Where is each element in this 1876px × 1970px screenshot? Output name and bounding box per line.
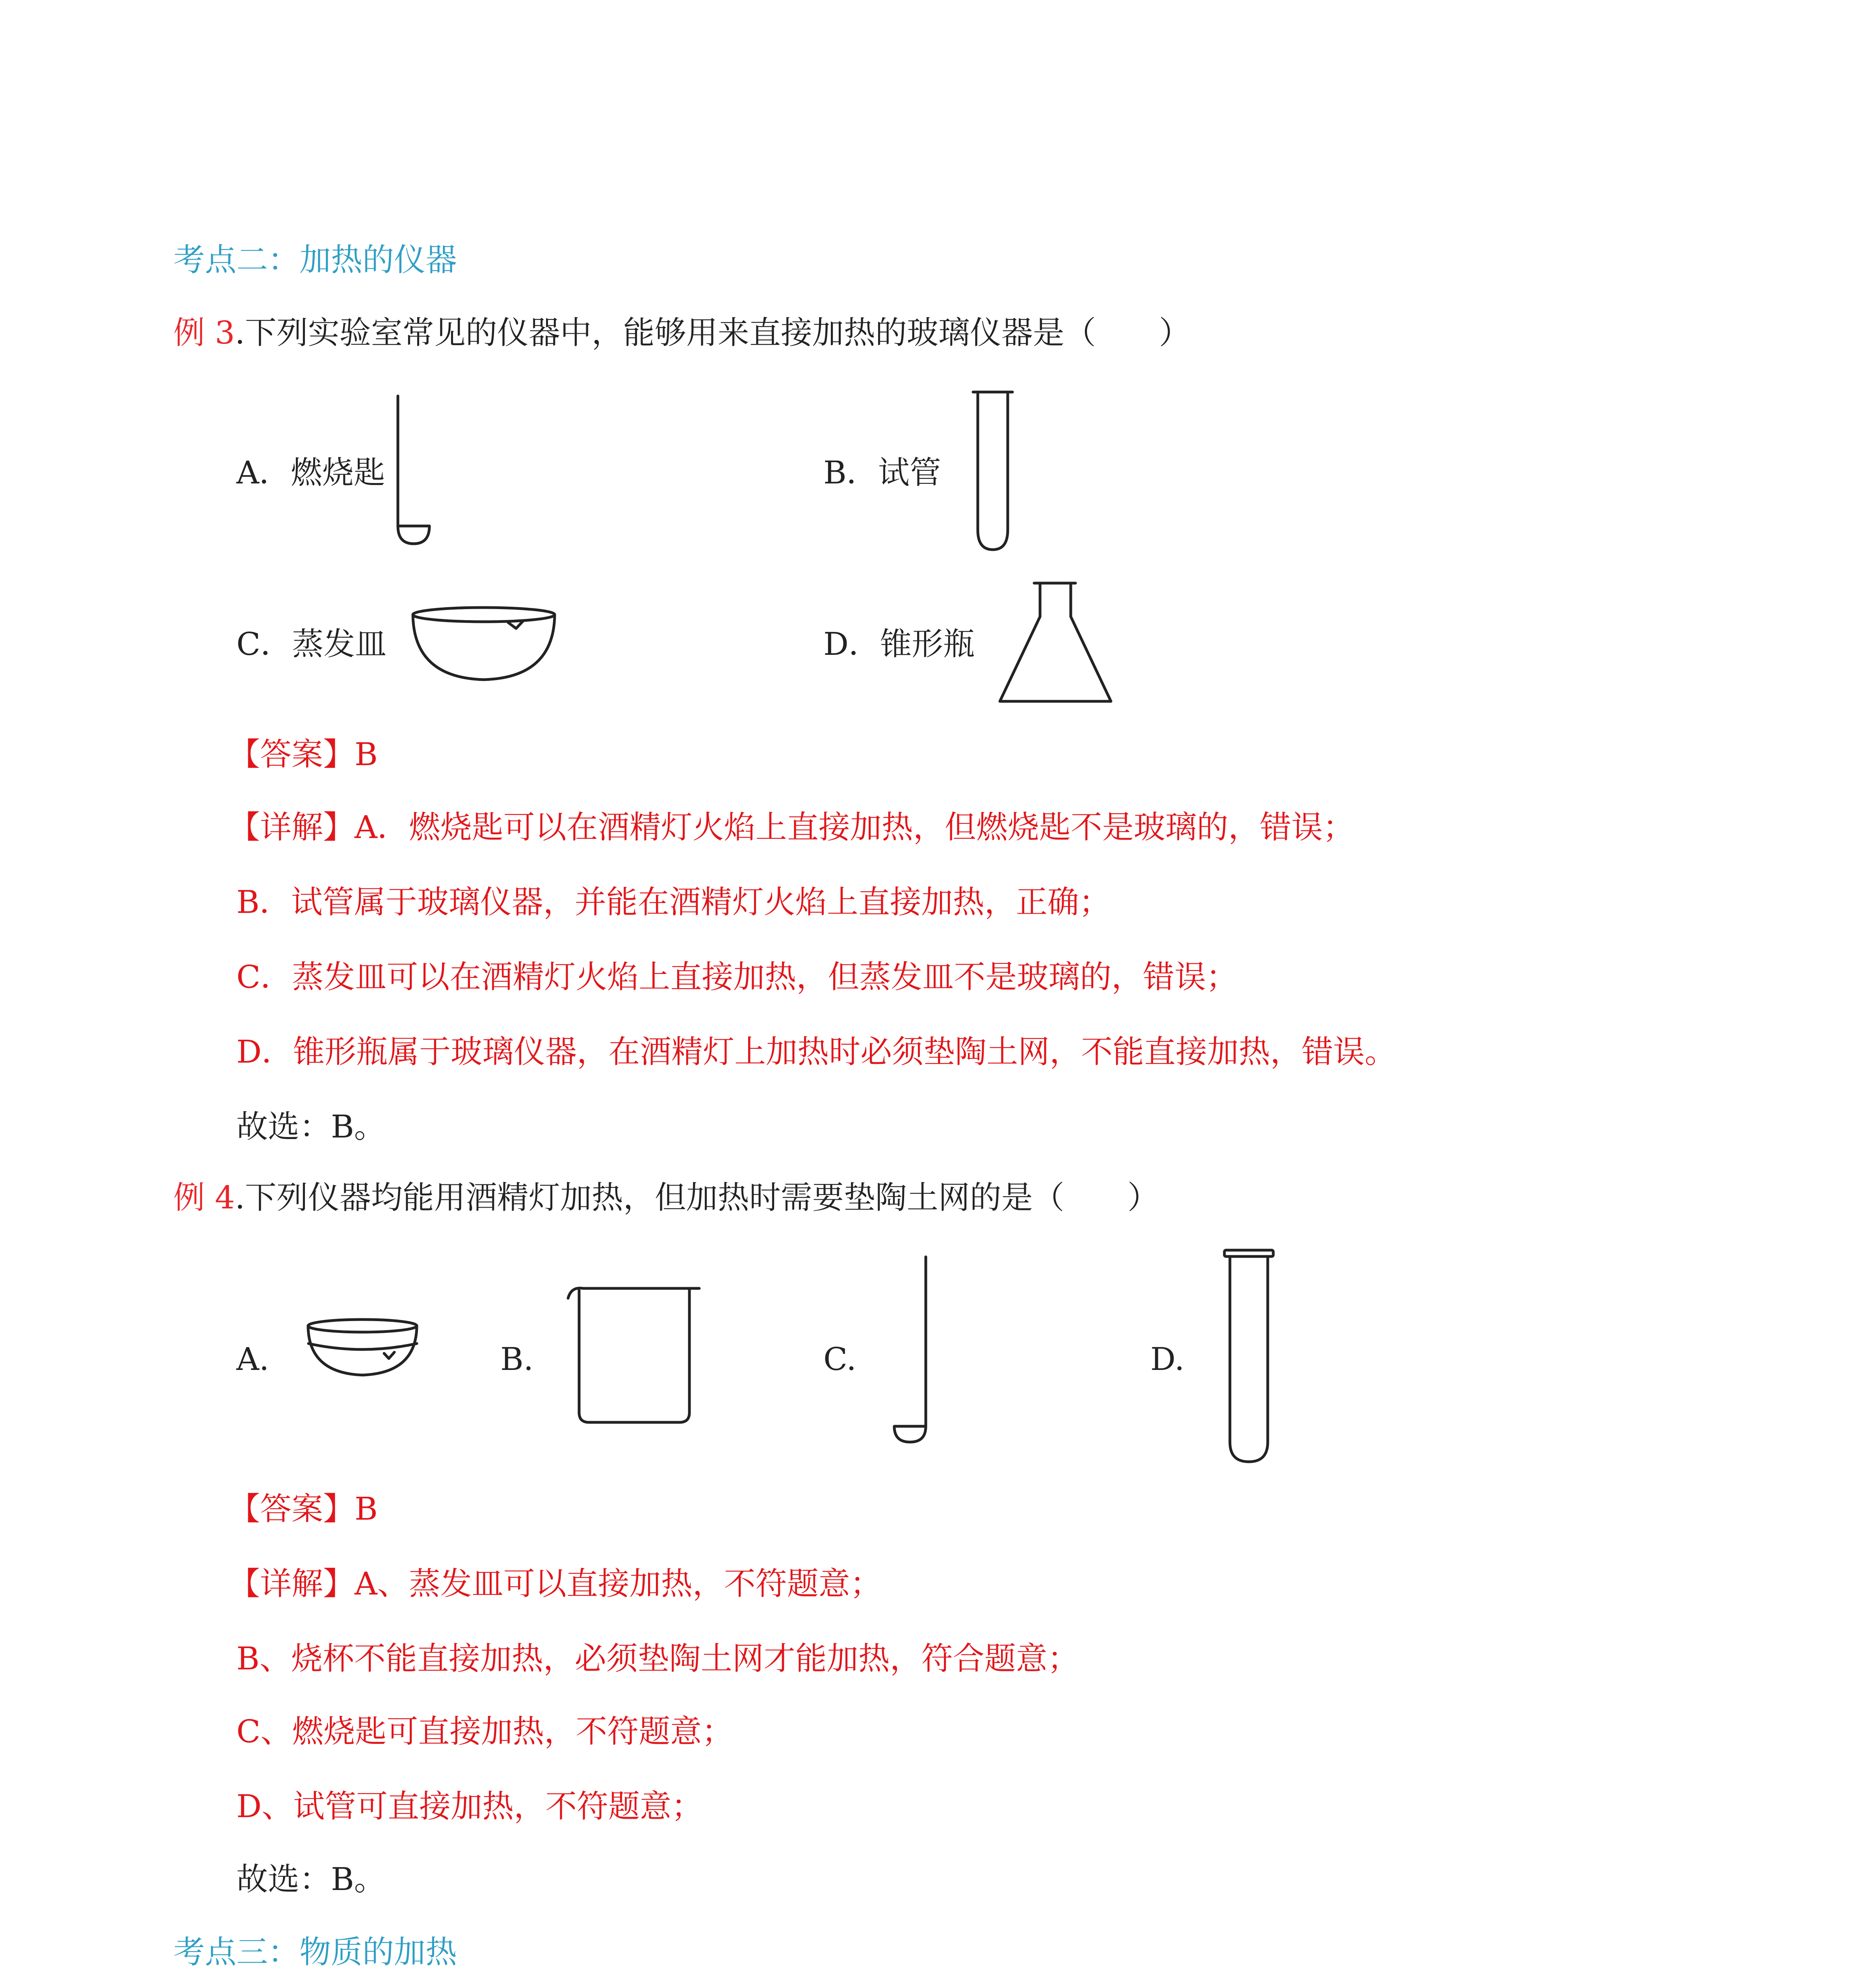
beaker-icon (563, 1282, 705, 1428)
explanation-line: D．锥形瓶属于玻璃仪器，在酒精灯上加热时必须垫陶土网，不能直接加热，错误。 (236, 1033, 1397, 1070)
combustion-spoon-icon (390, 396, 437, 554)
test-tube-icon (1221, 1247, 1276, 1468)
option-c: C. (823, 1341, 856, 1377)
answer: 【答案】B (228, 736, 378, 773)
evaporating-dish-icon (305, 1316, 423, 1383)
explanation-line: 【详解】A．燃烧匙可以在酒精灯火焰上直接加热，但燃烧匙不是玻璃的，错误； (228, 809, 1354, 846)
test-tube-icon (969, 390, 1016, 556)
evaporating-dish-icon (410, 603, 559, 686)
explanation-line: B、烧杯不能直接加热，必须垫陶土网才能加热，符合题意； (236, 1640, 1079, 1677)
explanation-line: C．蒸发皿可以在酒精灯火焰上直接加热，但蒸发皿不是玻璃的，错误； (236, 959, 1238, 995)
question-text: .下列仪器均能用酒精灯加热，但加热时需要垫陶土网的是（ ） (235, 1179, 1159, 1216)
question-label: 例 3 (173, 314, 235, 351)
option-d: D．锥形瓶 (823, 626, 975, 662)
question-label: 例 4 (173, 1179, 235, 1216)
answer: 【答案】B (228, 1491, 378, 1527)
combustion-spoon-icon (886, 1257, 934, 1446)
section-heading: 考点二：加热的仪器 (173, 242, 457, 278)
question-stem (173, 1178, 1159, 1217)
explanation-line: B．试管属于玻璃仪器，并能在酒精灯火焰上直接加热，正确； (236, 884, 1111, 920)
option-a: A．燃烧匙 (236, 454, 385, 491)
conical-flask-icon (997, 579, 1115, 709)
explanation-line: C、燃烧匙可直接加热，不符题意； (236, 1713, 734, 1750)
question-text: .下列实验室常见的仪器中，能够用来直接加热的玻璃仪器是（ ） (235, 314, 1191, 351)
section-heading: 考点三：物质的加热 (173, 1934, 457, 1970)
conclusion: 故选：B。 (236, 1861, 386, 1898)
option-b: B. (500, 1341, 534, 1377)
option-d: D. (1150, 1341, 1185, 1377)
conclusion: 故选：B。 (236, 1108, 386, 1145)
question-stem (173, 313, 1191, 353)
explanation-head: 【详解】 (228, 1565, 355, 1602)
explanation-line: 【详解】A、蒸发皿可以直接加热，不符题意； (228, 1565, 882, 1602)
option-c: C．蒸发皿 (236, 626, 387, 662)
explanation-head: 【详解】 (228, 809, 355, 846)
option-a: A. (236, 1341, 269, 1377)
option-b: B．试管 (823, 454, 941, 491)
explanation-line: D、试管可直接加热，不符题意； (236, 1788, 703, 1825)
